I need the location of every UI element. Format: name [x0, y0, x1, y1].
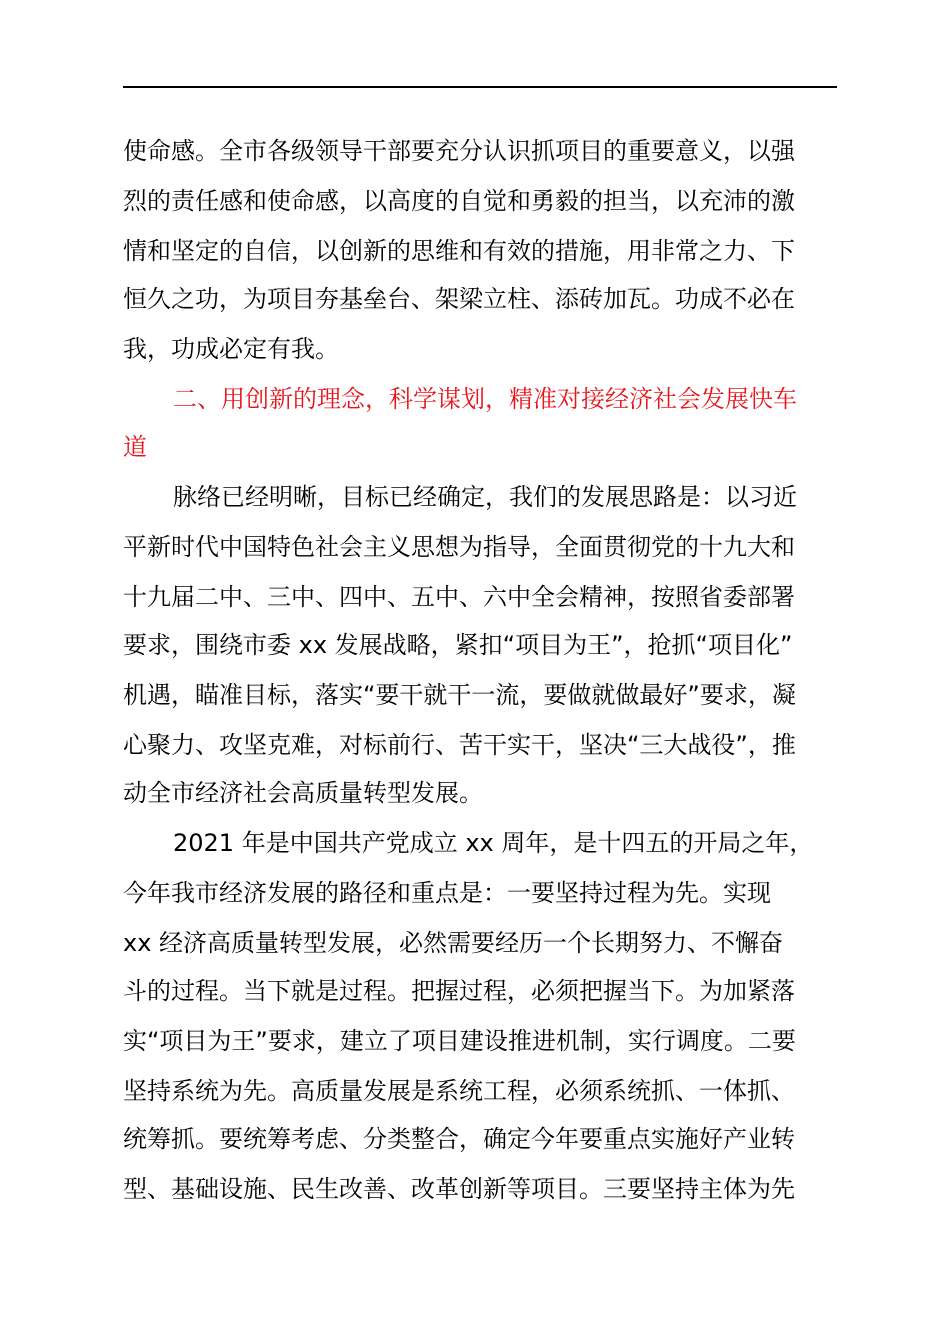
- body-line: 型、基础设施、民生改善、改革创新等项目。三要坚持主体为先: [123, 1175, 795, 1203]
- body-line: 使命感。全市各级领导干部要充分认识抓项目的重要意义，以强: [123, 137, 795, 165]
- section-heading-continued: 道: [123, 433, 147, 461]
- body-line: 坚持系统为先。高质量发展是系统工程，必须系统抓、一体抓、: [123, 1077, 795, 1105]
- body-line: 平新时代中国特色社会主义思想为指导，全面贯彻党的十九大和: [123, 533, 795, 561]
- body-line: 心聚力、攻坚克难，对标前行、苦干实干，坚决“三大战役”，推: [123, 731, 796, 759]
- body-line: 情和坚定的自信，以创新的思维和有效的措施，用非常之力、下: [123, 237, 795, 265]
- body-line: xx 经济高质量转型发展，必然需要经历一个长期努力、不懈奋: [123, 929, 784, 957]
- section-heading: 二、用创新的理念，科学谋划，精准对接经济社会发展快车: [173, 385, 797, 413]
- paragraph-first-line: 2021 年是中国共产党成立 xx 周年，是十四五的开局之年，: [173, 829, 814, 857]
- body-line: 恒久之功，为项目夯基垒台、架梁立柱、添砖加瓦。功成不必在: [123, 285, 795, 313]
- body-line: 今年我市经济发展的路径和重点是：一要坚持过程为先。实现: [123, 879, 771, 907]
- body-line: 统筹抓。要统筹考虑、分类整合，确定今年要重点实施好产业转: [123, 1125, 795, 1153]
- body-line: 斗的过程。当下就是过程。把握过程，必须把握当下。为加紧落: [123, 977, 795, 1005]
- body-line: 实“项目为王”要求，建立了项目建设推进机制，实行调度。二要: [123, 1027, 796, 1055]
- header-rule: [123, 86, 837, 88]
- body-line: 十九届二中、三中、四中、五中、六中全会精神，按照省委部署: [123, 583, 795, 611]
- body-line: 要求，围绕市委 xx 发展战略，紧扣“项目为王”，抢抓“项目化”: [123, 631, 793, 659]
- body-line: 烈的责任感和使命感，以高度的自觉和勇毅的担当，以充沛的激: [123, 187, 795, 215]
- paragraph-first-line: 脉络已经明晰，目标已经确定，我们的发展思路是：以习近: [173, 483, 797, 511]
- body-line: 机遇，瞄准目标，落实“要干就干一流，要做就做最好”要求，凝: [123, 681, 796, 709]
- body-line: 我，功成必定有我。: [123, 335, 339, 363]
- body-line: 动全市经济社会高质量转型发展。: [123, 779, 483, 807]
